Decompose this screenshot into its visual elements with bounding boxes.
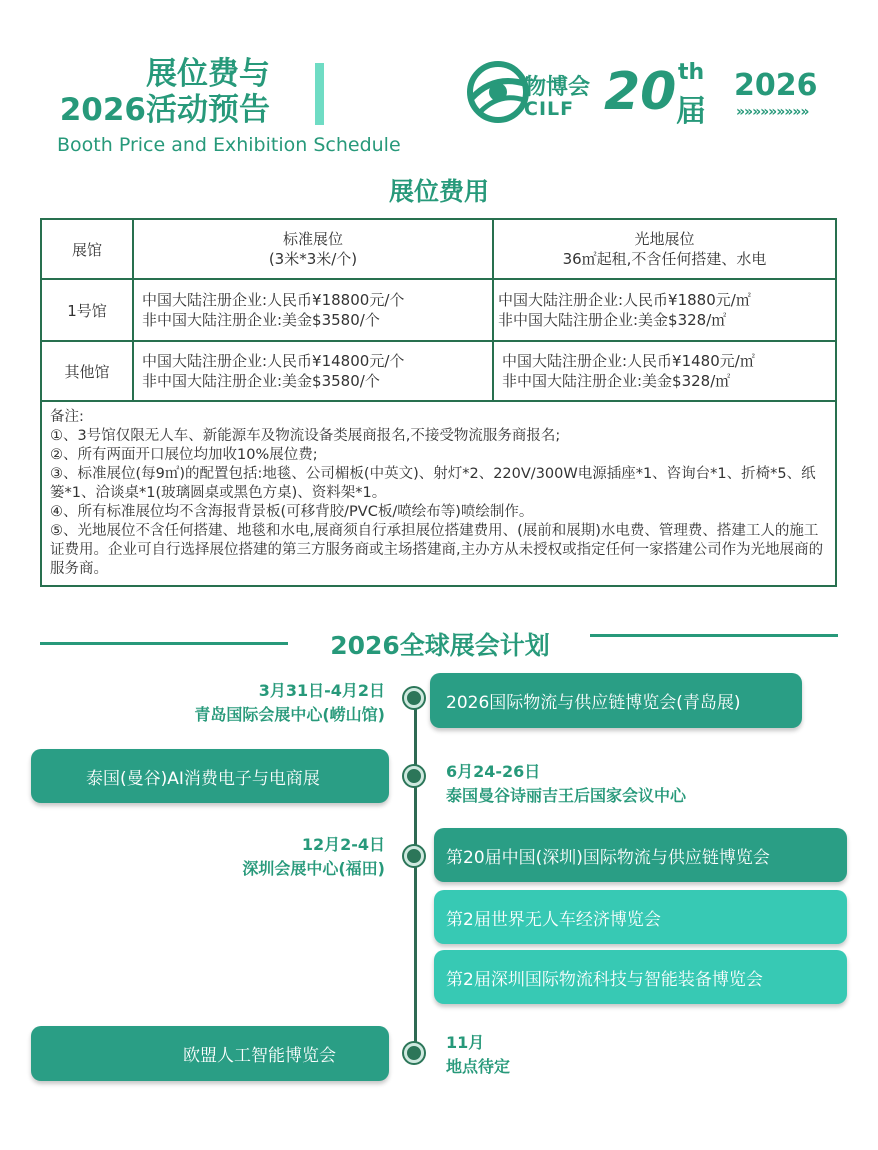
event-name-pill: 第2届深圳国际物流科技与智能装备博览会 — [434, 950, 847, 1004]
header-raw-space — [493, 219, 836, 279]
header-raw-terms: 36㎡起租,不含任何搭建、水电 — [562, 250, 767, 268]
table-row — [41, 279, 836, 341]
event-date: 3月31日-4月2日 — [258, 681, 385, 700]
notes-heading: 备注: — [50, 409, 84, 425]
event-name-pill: 欧盟人工智能博览会 — [31, 1026, 389, 1081]
page-subtitle: Booth Price and Exhibition Schedule — [57, 134, 401, 156]
schedule-rule-left — [40, 642, 288, 645]
standard-price-domestic: 中国大陆注册企业:人民币¥14800元/个 — [142, 352, 405, 370]
cilf-logo — [464, 52, 824, 132]
row-raw-price — [493, 341, 836, 401]
timeline-dot — [404, 766, 424, 786]
notes-cell — [41, 401, 836, 586]
logo-edition-number: 20 — [604, 62, 677, 122]
raw-price-domestic: 中国大陆注册企业:人民币¥1880元/㎡ — [498, 291, 751, 309]
page-title-line-2: 2026活动预告 — [59, 92, 270, 128]
row-raw-price — [493, 279, 836, 341]
row-hall: 其他馆 — [41, 341, 133, 401]
booth-price-table — [40, 218, 837, 587]
row-hall: 1号馆 — [41, 279, 133, 341]
logo-edition-suffix: th — [678, 60, 705, 85]
page-title-line-1: 展位费与 — [146, 56, 270, 92]
timeline-dot — [404, 688, 424, 708]
event-name-pill: 2026国际物流与供应链博览会(青岛展) — [430, 673, 802, 728]
timeline-dot — [404, 846, 424, 866]
logo-year: 2026 — [734, 68, 818, 103]
header-standard-size: (3米*3米/个) — [268, 250, 358, 268]
event-name-pill: 第2届世界无人车经济博览会 — [434, 890, 847, 944]
event-date: 11月 — [446, 1033, 485, 1052]
event-name-pill: 第20届中国(深圳)国际物流与供应链博览会 — [434, 828, 847, 882]
header-standard — [133, 219, 493, 279]
schedule-section-title: 2026全球展会计划 — [330, 631, 550, 660]
notes-row — [41, 401, 836, 586]
title-divider — [315, 63, 324, 125]
raw-price-domestic: 中国大陆注册企业:人民币¥1480元/㎡ — [502, 352, 755, 370]
table-row — [41, 341, 836, 401]
header-standard-title: 标准展位 — [282, 230, 343, 248]
schedule-rule-right — [590, 634, 838, 637]
header-raw-title: 光地展位 — [634, 230, 695, 248]
raw-price-foreign: 非中国大陆注册企业:美金$328/㎡ — [502, 372, 731, 390]
event-date: 12月2-4日 — [301, 835, 385, 854]
event-venue: 地点待定 — [446, 1057, 511, 1076]
note-item: ⑤、光地展位不含任何搭建、地毯和水电,展商须自行承担展位搭建费用、(展前和展期)水电费、管理费、搭建工人的施工证费用。企业可自行选择展位搭建的第三方服务商或主场搭建商,主办方从未授权或指定任何一家搭建公司作为光地展商的服务商。 — [50, 523, 824, 577]
event-venue: 深圳会展中心(福田) — [242, 859, 385, 878]
standard-price-foreign: 非中国大陆注册企业:美金$3580/个 — [142, 372, 380, 390]
price-section-title: 展位费用 — [388, 177, 489, 206]
event-venue: 青岛国际会展中心(崂山馆) — [194, 705, 385, 724]
logo-arrows: »»»»»»»»» — [736, 104, 809, 120]
row-standard-price — [133, 341, 493, 401]
note-item: ③、标准展位(每9㎡)的配置包括:地毯、公司楣板(中英文)、射灯*2、220V/300W电源插座*1、咨询台*1、折椅*5、纸篓*1、洽谈桌*1(玻璃圆桌或黑色方桌)、资料架*1。 — [50, 466, 816, 501]
standard-price-domestic: 中国大陆注册企业:人民币¥18800元/个 — [142, 291, 405, 309]
note-item: ④、所有标准展位均不含海报背景板(可移背胶/PVC板/喷绘布等)喷绘制作。 — [50, 504, 534, 520]
logo-brand-cn: 物博会 — [524, 75, 591, 100]
event-venue: 泰国曼谷诗丽吉王后国家会议中心 — [446, 786, 687, 805]
event-name-pill: 泰国(曼谷)AI消费电子与电商展 — [31, 749, 389, 803]
event-date: 6月24-26日 — [446, 762, 541, 781]
logo-brand-en: CILF — [524, 98, 575, 120]
standard-price-foreign: 非中国大陆注册企业:美金$3580/个 — [142, 311, 380, 329]
row-standard-price — [133, 279, 493, 341]
note-item: ②、所有两面开口展位均加收10%展位费; — [50, 447, 318, 463]
raw-price-foreign: 非中国大陆注册企业:美金$328/㎡ — [498, 311, 727, 329]
header-hall: 展馆 — [41, 219, 133, 279]
timeline-dot — [404, 1043, 424, 1063]
timeline-line — [414, 696, 417, 1048]
logo-edition-cn: 届 — [676, 94, 706, 129]
table-header-row — [41, 219, 836, 279]
note-item: ①、3号馆仅限无人车、新能源车及物流设备类展商报名,不接受物流服务商报名; — [50, 428, 561, 444]
